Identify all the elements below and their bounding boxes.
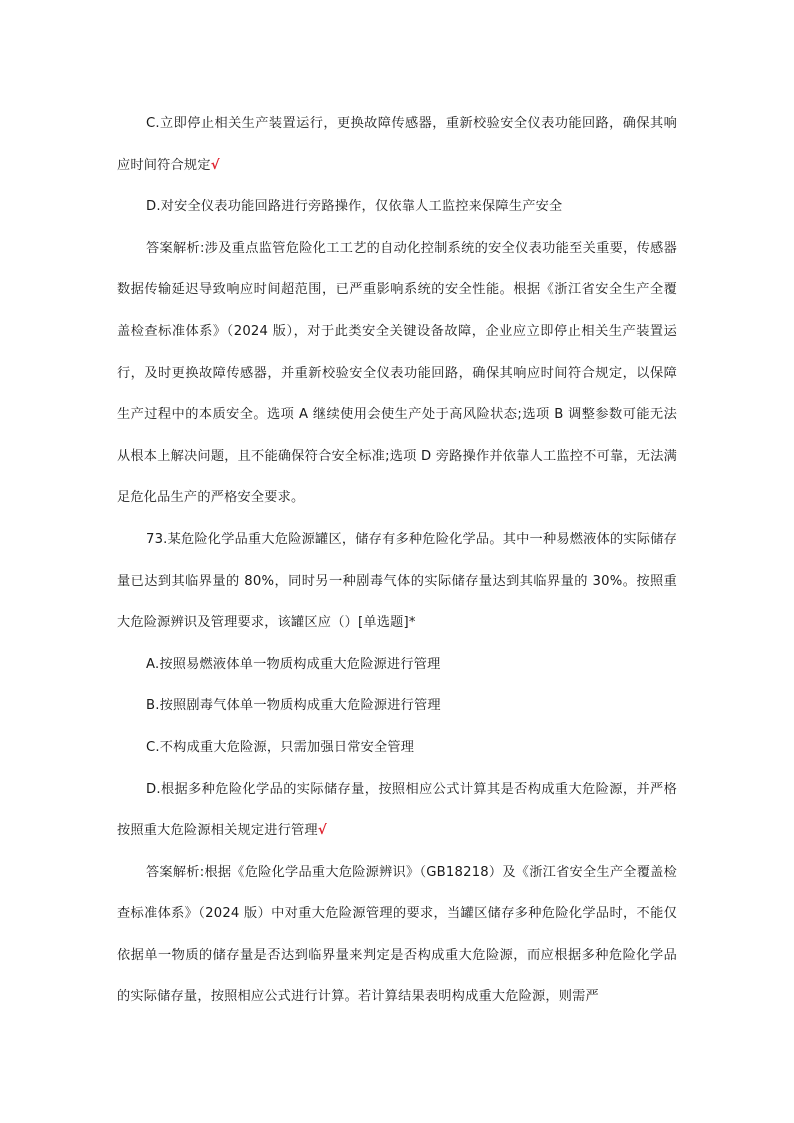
q72-option-d [117, 186, 677, 228]
q73-option-b [117, 685, 677, 727]
option-text: B.按照剧毒气体单一物质构成重大危险源进行管理 [146, 698, 441, 714]
analysis-text: 答案解析:根据《危险化学品重大危险源辨识》（GB18218）及《浙江省安全生产全覆盖检查标准体系》（2024 版）中对重大危险源管理的要求，当罐区储存多种危险化学品时，不能仅依据单一物质的储存量是否达到临界量来判定是否构成重大危险源，而应根据多种危险化学品的实际储存量，按照相应公式进行计算。若计算结果表明构成重大危险源，则需严 [117, 864, 677, 1005]
option-text: D.对安全仪表功能回路进行旁路操作，仅依靠人工监控来保障生产安全 [146, 199, 563, 215]
option-text: A.按照易燃液体单一物质构成重大危险源进行管理 [146, 656, 441, 672]
q73-option-d [117, 769, 677, 852]
q72-answer-analysis [117, 228, 677, 519]
option-text: C.立即停止相关生产装置运行，更换故障传感器，重新校验安全仪表功能回路，确保其响应时间符合规定 [117, 116, 677, 173]
q73-question [117, 519, 677, 644]
q73-option-a [117, 644, 677, 686]
option-text: D.根据多种危险化学品的实际储存量，按照相应公式计算其是否构成重大危险源，并严格按照重大危险源相关规定进行管理 [117, 781, 677, 839]
q72-option-c [117, 103, 677, 186]
option-text: C.不构成重大危险源，只需加强日常安全管理 [146, 739, 415, 755]
analysis-text: 答案解析:涉及重点监管危险化工工艺的自动化控制系统的安全仪表功能至关重要，传感器数据传输延迟导致响应时间超范围，已严重影响系统的安全性能。根据《浙江省安全生产全覆盖检查标准体系》（2024 版），对于此类安全关键设备故障，企业应立即停止相关生产装置运行，及时更换故障传感器，并重新校验安全仪表功能回路，确保其响应时间符合规定，以保障生产过程中的本质安全。选项 A 继续使用会使生产处于高风险状态;选项 B 调整参数可能无法从根本上解决问题，且不能确保符合安全标准;选项 D 旁路操作并依靠人工监控不可靠，无法满足危化品生产的严格安全要求。 [117, 240, 677, 506]
correct-answer-check-icon: √ [317, 823, 327, 839]
q73-option-c [117, 727, 677, 769]
q73-answer-analysis [117, 852, 677, 1018]
document-body [117, 103, 677, 1018]
question-text: 73.某危险化学品重大危险源罐区，储存有多种危险化学品。其中一种易燃液体的实际储存量已达到其临界量的 80%，同时另一种剧毒气体的实际储存量达到其临界量的 30%。按照重大危险源辨识及管理要求，该罐区应（）[单选题]* [117, 531, 677, 631]
correct-answer-check-icon: √ [210, 157, 220, 173]
